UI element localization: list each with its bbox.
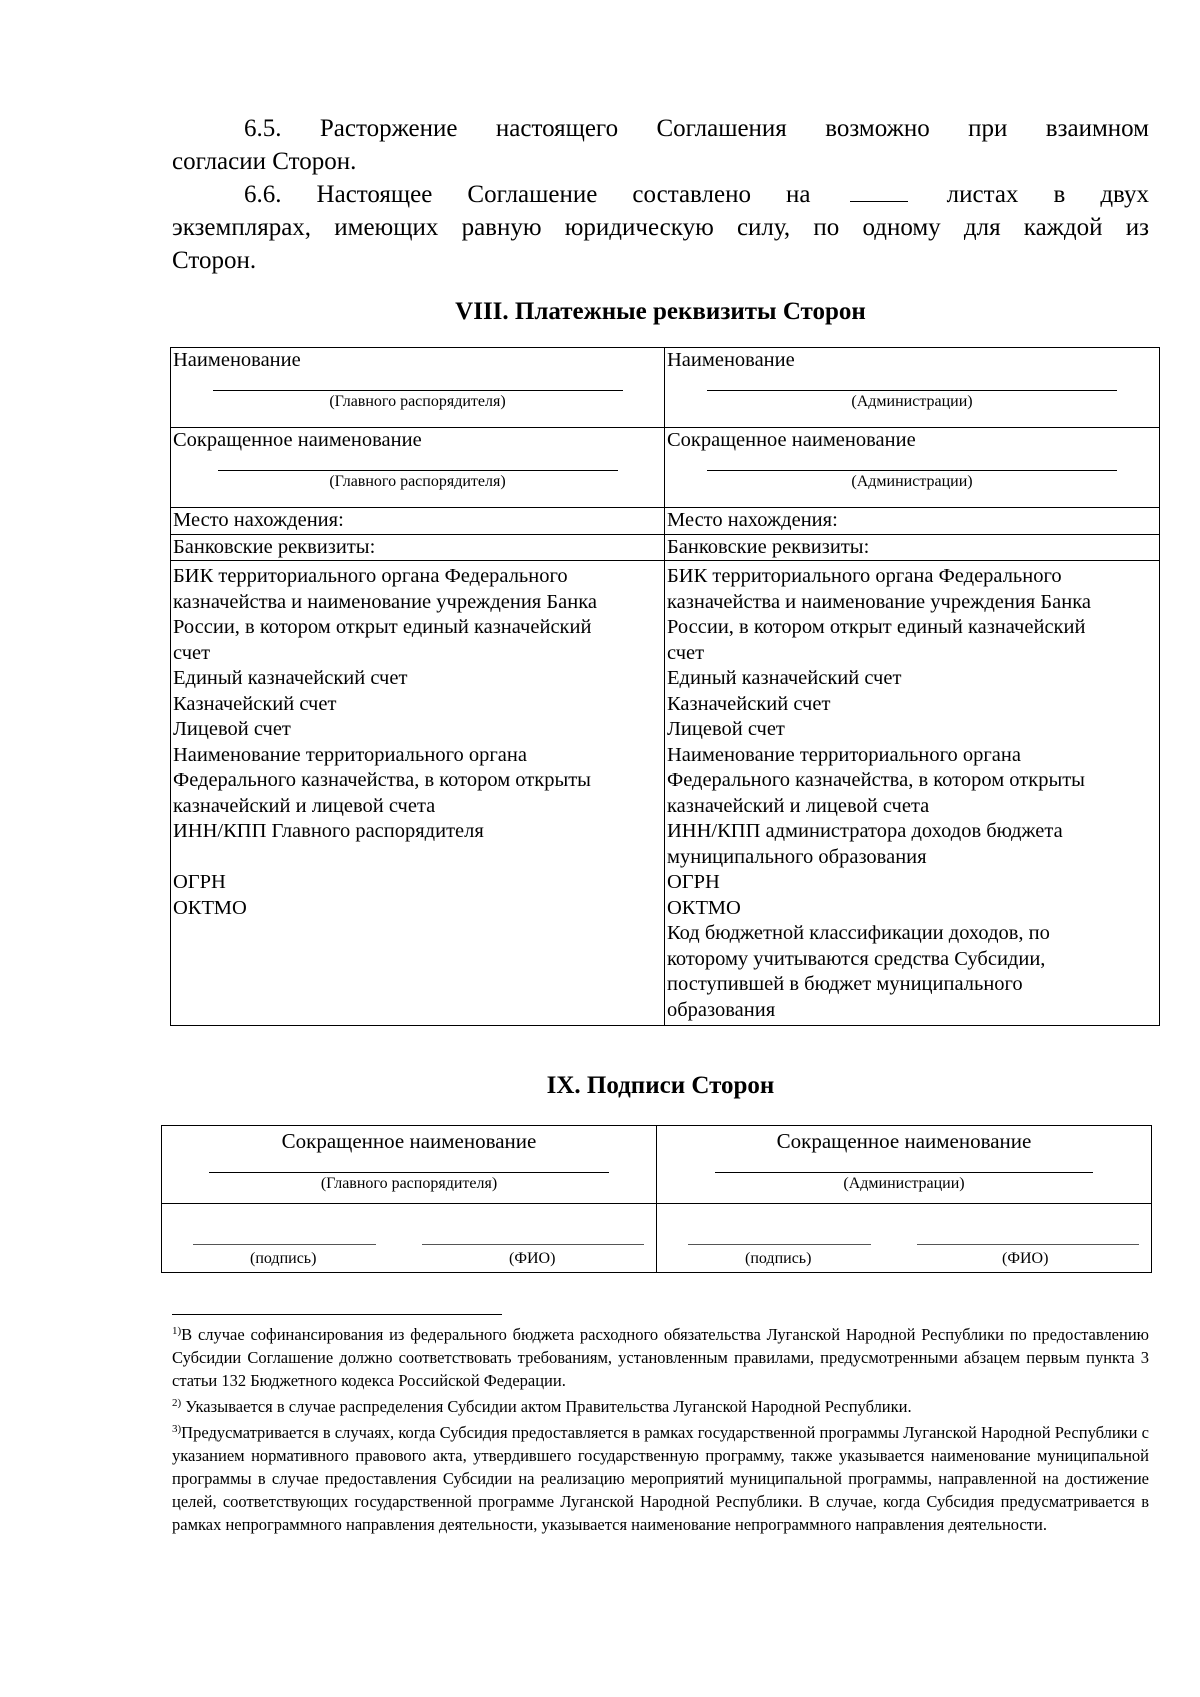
footnote-3-mark: 3) <box>172 1423 182 1435</box>
list-item: казначейский и лицевой счета <box>173 794 436 817</box>
left-short-name-sub: (Главного распорядителя) <box>329 472 506 490</box>
right-signature-org-sub: (Администрации) <box>843 1175 965 1192</box>
left-short-name-label: Сокращенное наименование <box>173 429 422 451</box>
right-short-name-label: Сокращенное наименование <box>667 429 916 451</box>
list-item: казначейский и лицевой счета <box>667 794 930 817</box>
signatures-table <box>161 1125 1152 1273</box>
left-name-cell <box>171 348 665 428</box>
footnote-1-mark: 1) <box>172 1325 182 1337</box>
left-signature-line <box>193 1244 376 1245</box>
paragraph-6-5 <box>172 112 1149 178</box>
list-item: образования <box>667 998 776 1021</box>
list-item: счет <box>173 641 211 664</box>
left-bank-label: Банковские реквизиты: <box>171 534 665 561</box>
list-item: Казначейский счет <box>667 692 831 715</box>
right-signature-cell <box>657 1204 1152 1273</box>
footnote-3: $^{3)}$Предусматривается в случаях, когда Субсидия предоставляется в рамках государственной программы Луганской Народной Республики с указанием нормативного правового акта, утвердившего государственную программу, также указывается наименование муниципальной программы в случае предоставления Субсидии на реализацию мероприятий муниципальной программы, направленной на достижение целей, соответствующих государственной программе Луганской Народной Республики. В случае, когда Субсидия предусматривается в рамках непрограммного направления деятельности, указывается наименование непрограммного направления деятельности. <box>172 1423 1149 1534</box>
list-item: БИК территориального органа Федерального <box>173 565 568 587</box>
footnote-1: $^{1)}$В случае софинансирования из федерального бюджета расходного обязательства Луганской Народной Республики по предоставлению Субсидии Соглашение должно соответствовать требованиям, установленным правилами, предусмотренными абзацем первым пункта 3 статьи 132 Бюджетного кодекса Российской Федерации. <box>172 1325 1149 1390</box>
list-item: Казначейский счет <box>173 692 337 715</box>
list-item: ОГРН <box>173 871 226 893</box>
left-signature-caption: (подпись) <box>250 1250 317 1267</box>
sheets-count-blank <box>850 181 908 202</box>
list-item: России, в котором открыт единый казначейский <box>173 616 592 638</box>
left-fio-line <box>422 1244 644 1245</box>
paragraph-6-6-line3: Сторон. <box>172 247 257 274</box>
right-short-name-line <box>707 470 1117 471</box>
paragraph-6-6-line2: экземплярах, имеющих равную юридическую силу, по одному для каждой из <box>172 214 1149 241</box>
left-name-label: Наименование <box>173 349 301 371</box>
list-item: Единый казначейский счет <box>173 667 408 689</box>
paragraph-6-5-line1: 6.5. Расторжение настоящего Соглашения возможно при взаимном <box>244 115 1149 142</box>
list-item: ИНН/КПП Главного распорядителя <box>173 820 484 842</box>
footnote-separator <box>172 1314 502 1315</box>
right-signature-org-line <box>715 1172 1093 1173</box>
right-signature-line <box>688 1244 871 1245</box>
right-signature-org-label: Сокращенное наименование <box>776 1129 1032 1153</box>
list-item: ОКТМО <box>667 896 741 919</box>
footnotes <box>172 1320 1149 1536</box>
list-item: которому учитываются средства Субсидии, <box>667 947 1046 970</box>
left-signature-org-line <box>209 1172 609 1173</box>
right-short-name-sub: (Администрации) <box>851 472 973 490</box>
list-item: Лицевой счет <box>667 718 785 740</box>
list-item: Код бюджетной классификации доходов, по <box>667 922 1050 944</box>
list-item: Наименование территориального органа <box>667 743 1021 766</box>
list-item: казначейства и наименование учреждения Банка <box>173 590 597 613</box>
list-item: Федерального казначейства, в котором открыты <box>667 769 1085 791</box>
right-name-label: Наименование <box>667 349 795 371</box>
right-bank-details <box>665 561 1160 1026</box>
section-8-title: VIII. Платежные реквизиты Сторон <box>455 298 866 325</box>
right-bank-label: Банковские реквизиты: <box>665 534 1160 561</box>
right-location: Место нахождения: <box>665 508 1160 535</box>
paragraph-6-6 <box>172 178 1149 277</box>
left-name-line <box>213 390 623 391</box>
list-item: БИК территориального органа Федерального <box>667 565 1062 587</box>
left-location: Место нахождения: <box>171 508 665 535</box>
right-name-sub: (Администрации) <box>851 392 973 410</box>
left-signature-head <box>162 1126 657 1204</box>
list-item: счет <box>667 641 705 664</box>
list-item: поступившей в бюджет муниципального <box>667 973 1023 995</box>
list-item: ИНН/КПП администратора доходов бюджета <box>667 820 1063 842</box>
list-item: Единый казначейский счет <box>667 667 902 689</box>
footnote-2: $^{2)}$ Указывается в случае распределения Субсидии актом Правительства Луганской Народной Республики. <box>172 1397 912 1416</box>
left-signature-cell <box>162 1204 657 1273</box>
list-item: Лицевой счет <box>173 718 291 740</box>
right-name-cell <box>665 348 1160 428</box>
list-item: муниципального образования <box>667 845 927 868</box>
list-item: ОГРН <box>667 871 720 893</box>
section-9-title: IX. Подписи Сторон <box>546 1072 775 1099</box>
right-signature-caption: (подпись) <box>745 1250 812 1267</box>
list-item: Федерального казначейства, в котором открыты <box>173 769 591 791</box>
left-bank-details <box>171 561 665 1026</box>
paragraph-6-5-line2: согласии Сторон. <box>172 148 357 175</box>
payment-details-table <box>170 347 1160 1026</box>
paragraph-6-6-line1: 6.6. Настоящее Соглашение составлено на листах в двух <box>244 181 1150 208</box>
right-name-line <box>707 390 1117 391</box>
right-short-name-cell <box>665 428 1160 508</box>
list-item: ОКТМО <box>173 896 247 919</box>
right-fio-line <box>917 1244 1139 1245</box>
left-short-name-cell <box>171 428 665 508</box>
document-page <box>172 112 1150 1534</box>
left-signature-org-sub: (Главного распорядителя) <box>320 1175 498 1192</box>
list-item <box>173 845 662 871</box>
list-item: России, в котором открыт единый казначейский <box>667 616 1086 638</box>
list-item: Наименование территориального органа <box>173 743 527 766</box>
list-item: казначейства и наименование учреждения Банка <box>667 590 1091 613</box>
right-fio-caption: (ФИО) <box>1002 1250 1049 1267</box>
footnote-2-mark: 2) <box>172 1397 182 1409</box>
left-fio-caption: (ФИО) <box>509 1250 556 1267</box>
left-short-name-line <box>218 470 618 471</box>
left-signature-org-label: Сокращенное наименование <box>281 1129 537 1153</box>
left-name-sub: (Главного распорядителя) <box>329 392 506 410</box>
right-signature-head <box>657 1126 1152 1204</box>
